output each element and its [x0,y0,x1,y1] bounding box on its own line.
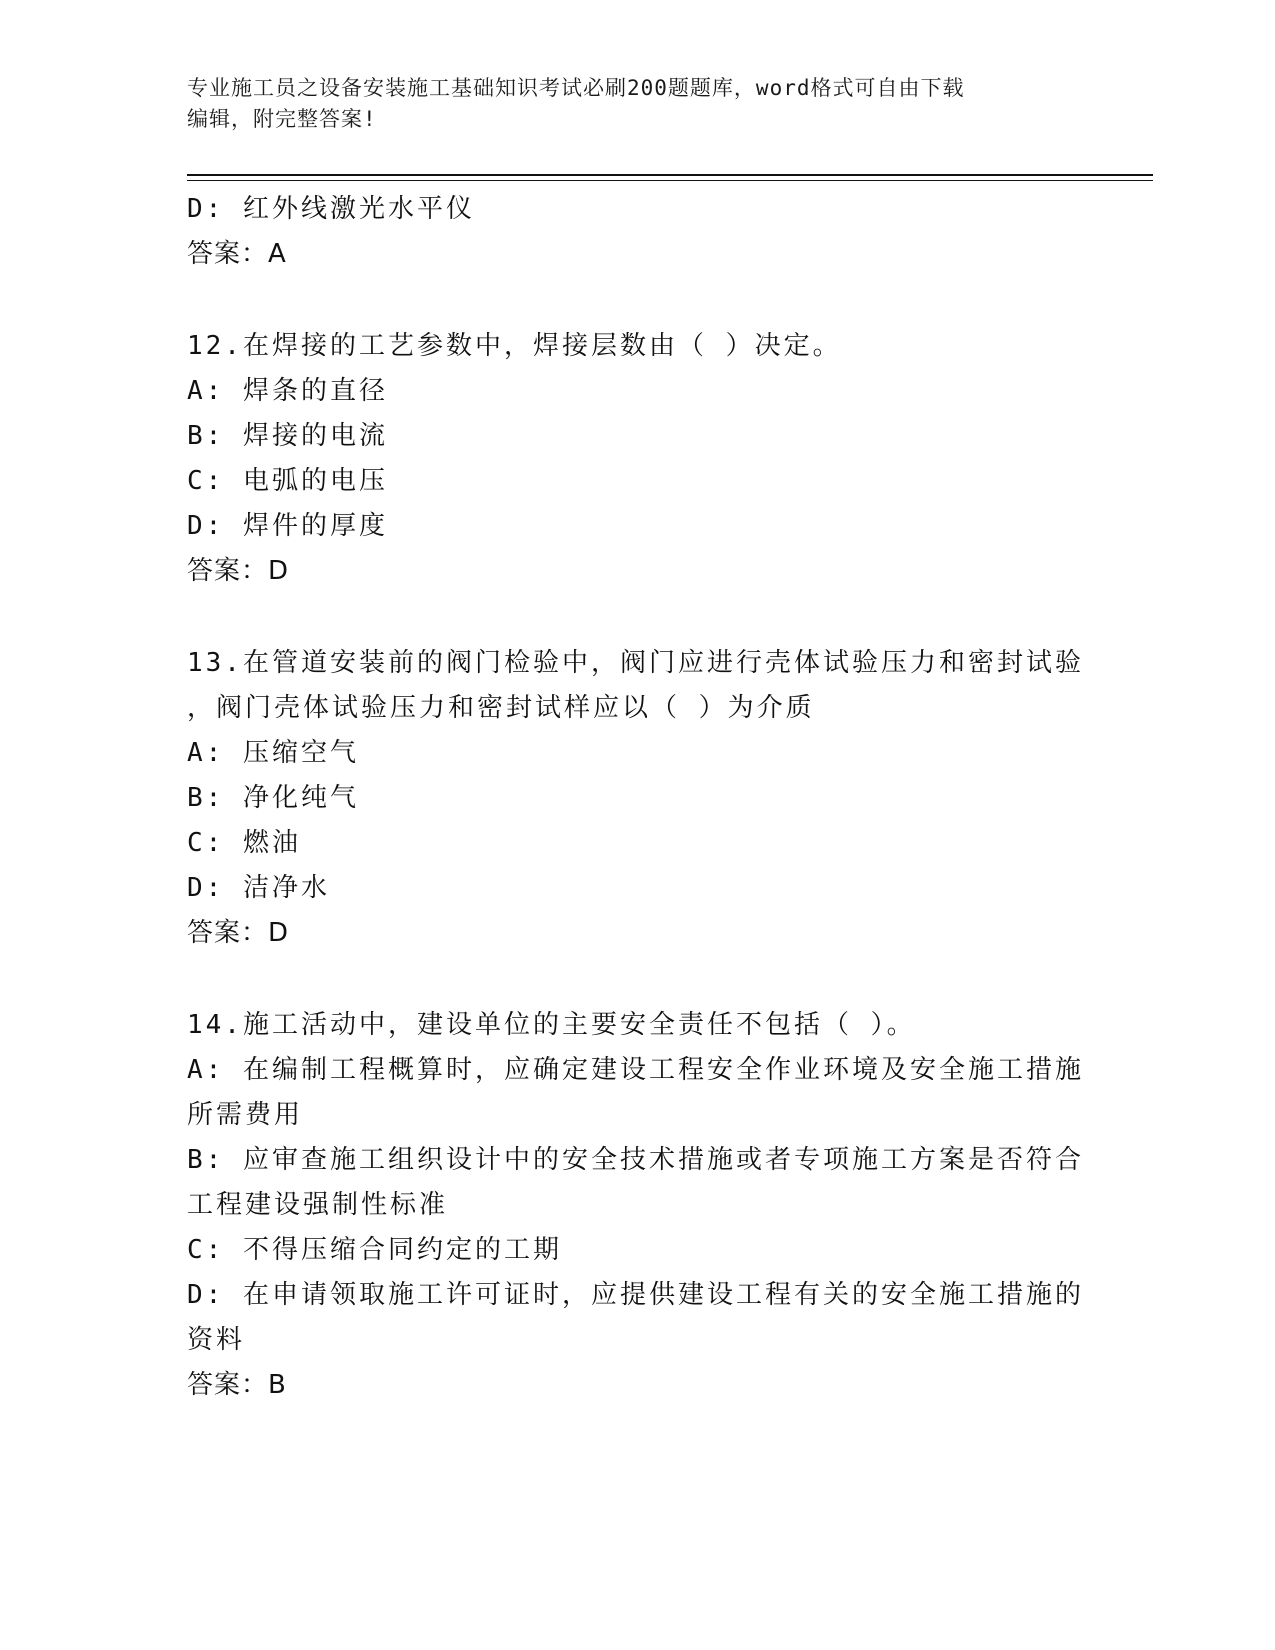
q13-question-line-2: ，阀门壳体试验压力和密封试样应以（ ）为介质 [187,693,815,723]
q14-option-b-line-2: 工程建设强制性标准 [187,1190,449,1220]
q13-option-b: B: 净化纯气 [187,783,359,813]
question-list [187,187,1087,1408]
q14-answer: 答案：B [187,1370,287,1400]
q12-option-b: B: 焊接的电流 [187,421,388,451]
q14-option-d-line-2: 资料 [187,1325,246,1355]
q14-option-c: C: 不得压缩合同约定的工期 [187,1235,562,1265]
question-14 [187,1003,1087,1408]
question-spacer [187,956,1087,1003]
question-spacer [187,277,1087,324]
q12-option-d: D: 焊件的厚度 [187,511,388,541]
q12-option-c: C: 电弧的电压 [187,466,388,496]
header-divider-thin [187,180,1153,181]
header-title-line-1: 专业施工员之设备安装施工基础知识考试必刷200题题库，word格式可自由下载 [187,76,965,100]
q14-option-a-line-1: A: 在编制工程概算时，应确定建设工程安全作业环境及安全施工措施 [187,1055,1084,1085]
question-11 [187,187,1087,277]
question-spacer [187,594,1087,641]
q11-option-d: D: 红外线激光水平仪 [187,194,475,224]
q12-option-a: A: 焊条的直径 [187,376,388,406]
q13-option-d: D: 洁净水 [187,873,330,903]
header-title-line-2: 编辑，附完整答案! [187,107,377,131]
q12-question: 12.在焊接的工艺参数中，焊接层数由（ ）决定。 [187,331,842,361]
q13-option-c: C: 燃油 [187,828,301,858]
question-12 [187,324,1087,594]
q14-option-d-line-1: D: 在申请领取施工许可证时，应提供建设工程有关的安全施工措施的 [187,1280,1084,1310]
q14-option-a-line-2: 所需费用 [187,1100,304,1130]
q14-option-b-line-1: B: 应审查施工组织设计中的安全技术措施或者专项施工方案是否符合 [187,1145,1084,1175]
q13-question-line-1: 13.在管道安装前的阀门检验中，阀门应进行壳体试验压力和密封试验 [187,648,1084,678]
q12-answer: 答案：D [187,556,290,586]
header-divider-thick [187,174,1153,176]
q11-answer: 答案：A [187,239,287,269]
q13-option-a: A: 压缩空气 [187,738,359,768]
q14-question: 14.施工活动中，建设单位的主要安全责任不包括（ ）。 [187,1010,916,1040]
question-13 [187,641,1087,956]
q13-answer: 答案：D [187,918,290,948]
document-header [187,73,1067,135]
